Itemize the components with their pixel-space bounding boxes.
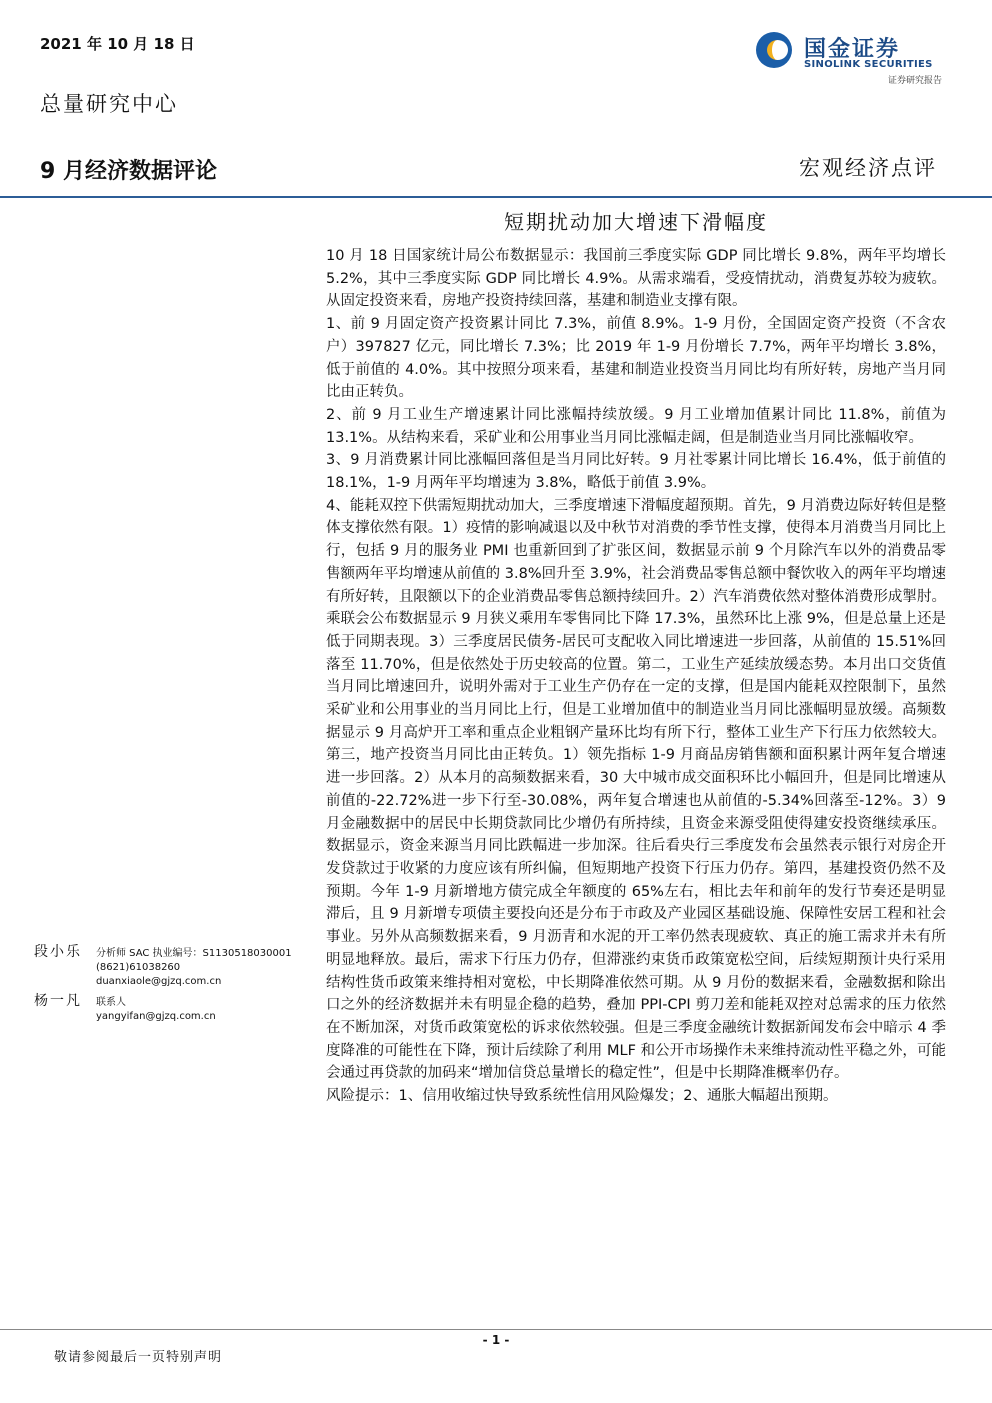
report-date: 2021 年 10 月 18 日 — [40, 35, 195, 53]
contact-email: yangyifan@gjzq.com.cn — [96, 1011, 216, 1022]
report-type: 宏观经济点评 — [799, 156, 937, 180]
report-title: 9 月经济数据评论 — [40, 159, 217, 184]
analyst-email: duanxiaole@gjzq.com.cn — [96, 976, 222, 987]
contact-role: 联系人 — [96, 997, 126, 1008]
footer-disclaimer: 敬请参阅最后一页特别声明 — [54, 1350, 223, 1365]
contact-name: 杨一凡 — [34, 993, 82, 1009]
paragraph-consumption: 3、9 月消费累计同比涨幅回落但是当月同比好转。9 月社零累计同比增长 16.4%，低于前值的 18.1%，1-9 月两年平均增速为 3.8%，略低于前值 3.9%。 — [326, 452, 946, 492]
paragraph-investment: 1、前 9 月固定资产投资累计同比 7.3%，前值 8.9%。1-9 月份，全国固定资产投资（不含农户）397827 亿元，同比增长 7.3%；比 2019 年 1-9 月份增长 7.7%，两年平均增长 3.8%，低于前值的 4.0%。其中按照分项来看，基建和制造业投资当月同比均有所好转，房地产当月同比由正转负。 — [326, 316, 946, 401]
paragraph-risk: 风险提示：1、信用收缩过快导致系统性信用风险爆发；2、通胀大幅超出预期。 — [326, 1088, 838, 1105]
logo-subtitle: 证券研究报告 — [887, 76, 942, 86]
header-divider — [0, 196, 992, 198]
logo-chinese-name: 国金证券 — [804, 37, 901, 62]
paragraph-industry: 2、前 9 月工业生产增速累计同比涨幅持续放缓。9 月工业增加值累计同比 11.8%，前值为 13.1%。从结构来看，采矿业和公用事业当月同比涨幅走阔，但是制造业当月同比涨幅收窄。 — [326, 406, 946, 446]
article-body — [326, 245, 946, 1108]
paragraph-analysis: 4、能耗双控下供需短期扰动加大，三季度增速下滑幅度超预期。首先，9 月消费边际好转但是整体支撑依然有限。1）疫情的影响减退以及中秋节对消费的季节性支撑，使得本月消费当月同比上行，包括 9 月的服务业 PMI 也重新回到了扩张区间，数据显示前 9 个月除汽车以外的消费品零售额两年平均增速从前值的 3.8%回升至 3.9%，社会消费品零售总额中餐饮收入的两年平均增速有所好转，且限额以下的企业消费品零售总额持续回升。2）汽车消费依然对整体消费形成掣肘。乘联会公布数据显示 9 月狭义乘用车零售同比下降 17.3%，虽然环比上涨 9%，但是总量上还是低于同期表现。3）三季度居民债务-居民可支配收入同比增速进一步回落，从前值的 15.51%回落至 11.70%，但是依然处于历史较高的位置。第二，工业生产延续放缓态势。本月出口交货值当月同比增速回升，说明外需对于工业生产仍存在一定的支撑，但是国内能耗双控限制下，虽然采矿业和公用事业的当月同比上行，但是工业增加值中的制造业当月同比涨幅明显放缓。高频数据显示 9 月高炉开工率和重点企业粗钢产量环比均有所下行，整体工业生产下行压力依然较大。第三，地产投资当月同比由正转负。1）领先指标 1-9 月商品房销售额和面积累计两年复合增速进一步回落。2）从本月的高频数据来看，30 大中城市成交面积环比小幅回升，但是同比增速从前值的-22.72%进一步下行至-30.08%，两年复合增速也从前值的-5.34%回落至-12%。3）9 月金融数据中的居民中长期贷款同比少增仍有所持续，且资金来源受阻使得建安投资继续承压。数据显示，资金来源当月同比跌幅进一步加深。往后看央行三季度发布会虽然表示银行对房企开发贷款过于收紧的力度应该有所纠偏，但短期地产投资下行压力仍存。第四，基建投资仍然不及预期。今年 1-9 月新增地方债完成全年额度的 65%左右，相比去年和前年的发行节奏还是明显滞后，且 9 月新增专项债主要投向还是分布于市政及产业园区基础设施、保障性安居工程和社会事业。另外从高频数据来看，9 月沥青和水泥的开工率仍然表现疲软、真正的施工需求并未有所明显地释放。最后，需求下行压力仍存，但滞涨约束货币政策宽松空间，后续短期预计央行采用结构性货币政策来维持相对宽松，中长期降准依然可期。从 9 月份的数据来看，金融数据和除出口之外的经济数据并未有明显企稳的趋势，叠加 PPI-CPI 剪刀差和能耗双控对总需求的压力依然在不断加深，对货币政策宽松的诉求依然较强。但是三季度金融统计数据新闻发布会中暗示 4 季度降准的可能性在下降，预计后续除了利用 MLF 和公开市场操作未来维持流动性平稳之外，可能会通过再贷款的加码来“增加信贷总量增长的稳定性”，但是中长期降准概率仍存。 — [326, 497, 946, 1082]
footer-divider — [0, 1329, 992, 1330]
logo-mark-icon — [756, 32, 792, 68]
logo-english-name: SINOLINK SECURITIES — [804, 59, 933, 70]
analyst-role: 分析师 SAC 执业编号：S1130518030001 — [96, 948, 292, 959]
paragraph-intro: 10 月 18 日国家统计局公布数据显示：我国前三季度实际 GDP 同比增长 9.8%，两年平均增长 5.2%，其中三季度实际 GDP 同比增长 4.9%。从需求端看，受疫情扰动，消费复苏较为疲软。从固定投资来看，房地产投资持续回落，基建和制造业支撑有限。 — [326, 248, 946, 310]
analyst-phone: (8621)61038260 — [96, 962, 181, 973]
article-headline: 短期扰动加大增速下滑幅度 — [504, 210, 768, 234]
analyst-name: 段小乐 — [34, 944, 82, 960]
research-center-name: 总量研究中心 — [40, 92, 178, 116]
company-logo — [756, 28, 942, 88]
page-number: - 1 - — [482, 1333, 510, 1347]
